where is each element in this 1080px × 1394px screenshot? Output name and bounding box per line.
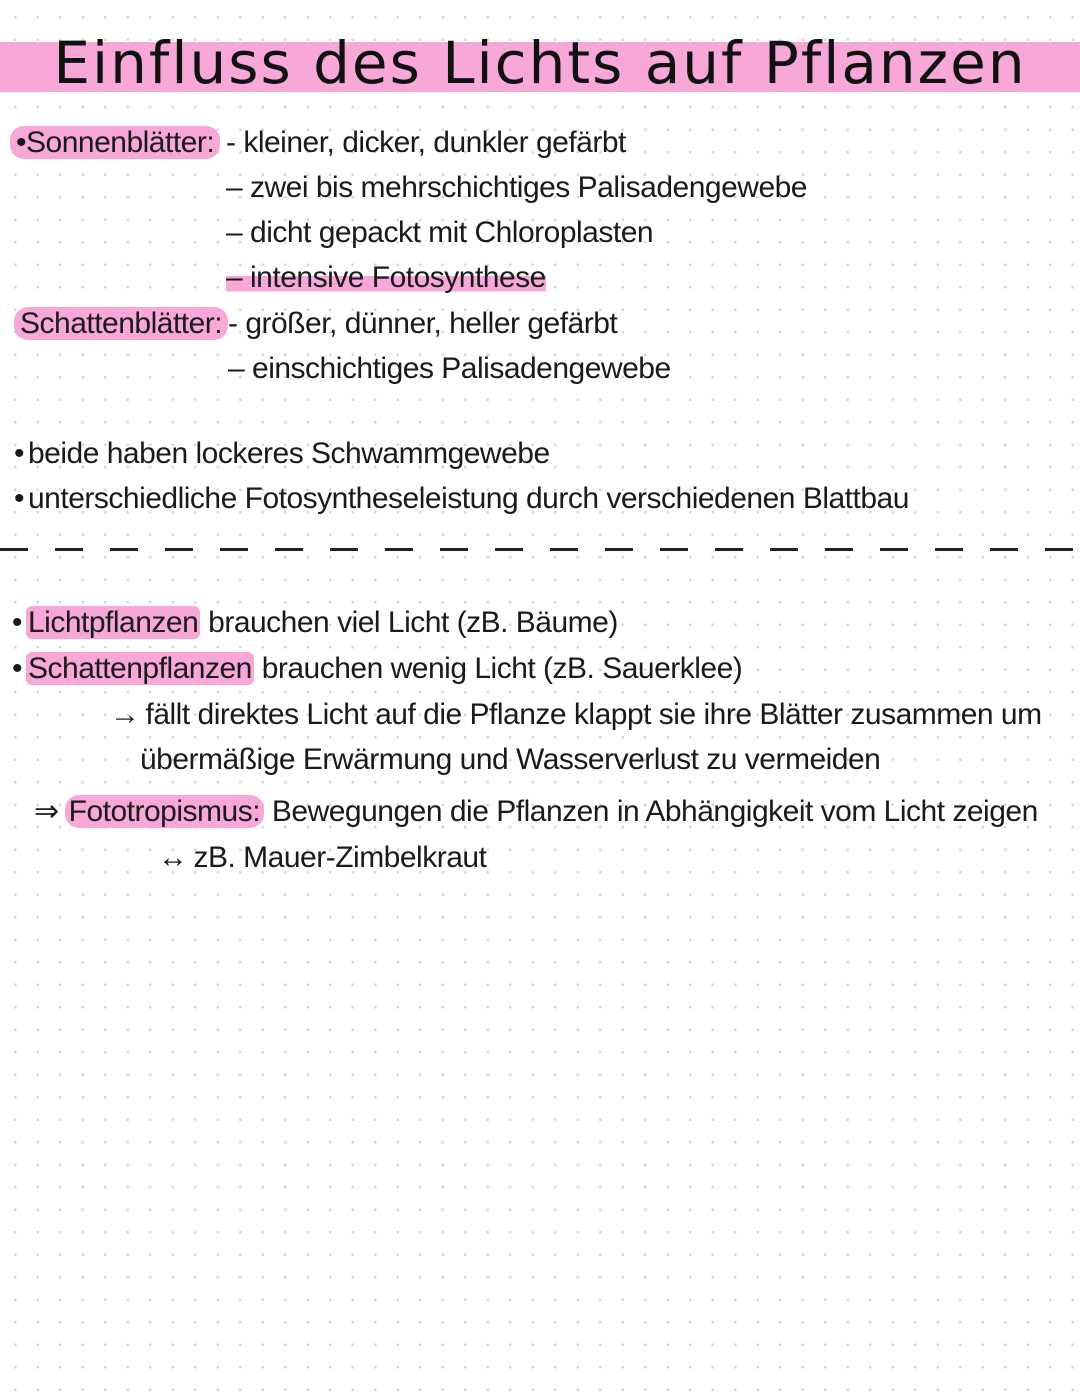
page-title: Einfluss des Lichts auf Pflanzen — [53, 29, 1027, 97]
schatten-label-row — [14, 305, 228, 343]
sonnen-item-4 — [226, 259, 546, 297]
sonnen-item-1: - kleiner, dicker, dunkler gefärbt — [226, 126, 626, 159]
sonnen-label-row — [10, 124, 220, 162]
sonnen-label: •Sonnenblätter: — [10, 126, 220, 159]
sonnen-item-2: – zwei bis mehrschichtiges Palisadengewebe — [226, 171, 807, 204]
schattenpflanzen-line: • Schattenpflanzen brauchen wenig Licht (zB. Sauerklee) — [8, 650, 742, 688]
lichtpflanzen-line: • Lichtpflanzen brauchen viel Licht (zB. Bäume) — [8, 604, 618, 642]
bidirectional-arrow-icon: ↔ — [158, 841, 188, 874]
sonnen-item-3: – dicht gepackt mit Chloroplasten — [226, 216, 654, 249]
fototropismus-line: ⇒ Fototropismus: Bewegungen die Pflanzen in Abhängigkeit vom Licht zeigen — [34, 793, 1038, 831]
schatten-item-1: - größer, dünner, heller gefärbt — [228, 307, 618, 340]
bullet-icon: • — [16, 126, 27, 159]
right-arrow-icon: → — [110, 698, 140, 731]
lichtpflanzen-term: Lichtpflanzen — [28, 606, 199, 639]
schatten-label: Schattenblätter: — [14, 307, 228, 340]
fototropismus-term: Fototropismus: — [65, 795, 264, 828]
sonnen-item-4-highlight: – intensive Fotosynthese — [226, 261, 546, 294]
bullet-icon: • — [11, 606, 22, 639]
arrow-line-1: → fällt direktes Licht auf die Pflanze klappt sie ihre Blätter zusammen um — [110, 696, 1042, 734]
schatten-item-2: – einschichtiges Palisadengewebe — [228, 352, 671, 385]
example-line: ↔ zB. Mauer-Zimbelkraut — [158, 839, 486, 877]
double-arrow-icon: ⇒ — [34, 795, 59, 828]
bullet-line-2: • unterschiedliche Fotosyntheseleistung durch verschiedenen Blattbau — [10, 480, 909, 518]
dashed-divider — [0, 548, 1080, 551]
bullet-icon: • — [13, 437, 24, 470]
arrow-line-2: übermäßige Erwärmung und Wasserverlust zu vermeiden — [140, 743, 881, 776]
bullet-icon: • — [13, 482, 24, 515]
bullet-icon: • — [11, 652, 22, 685]
schattenpflanzen-term: Schattenpflanzen — [28, 652, 252, 685]
bullet-line-1: • beide haben lockeres Schwammgewebe — [10, 435, 550, 473]
